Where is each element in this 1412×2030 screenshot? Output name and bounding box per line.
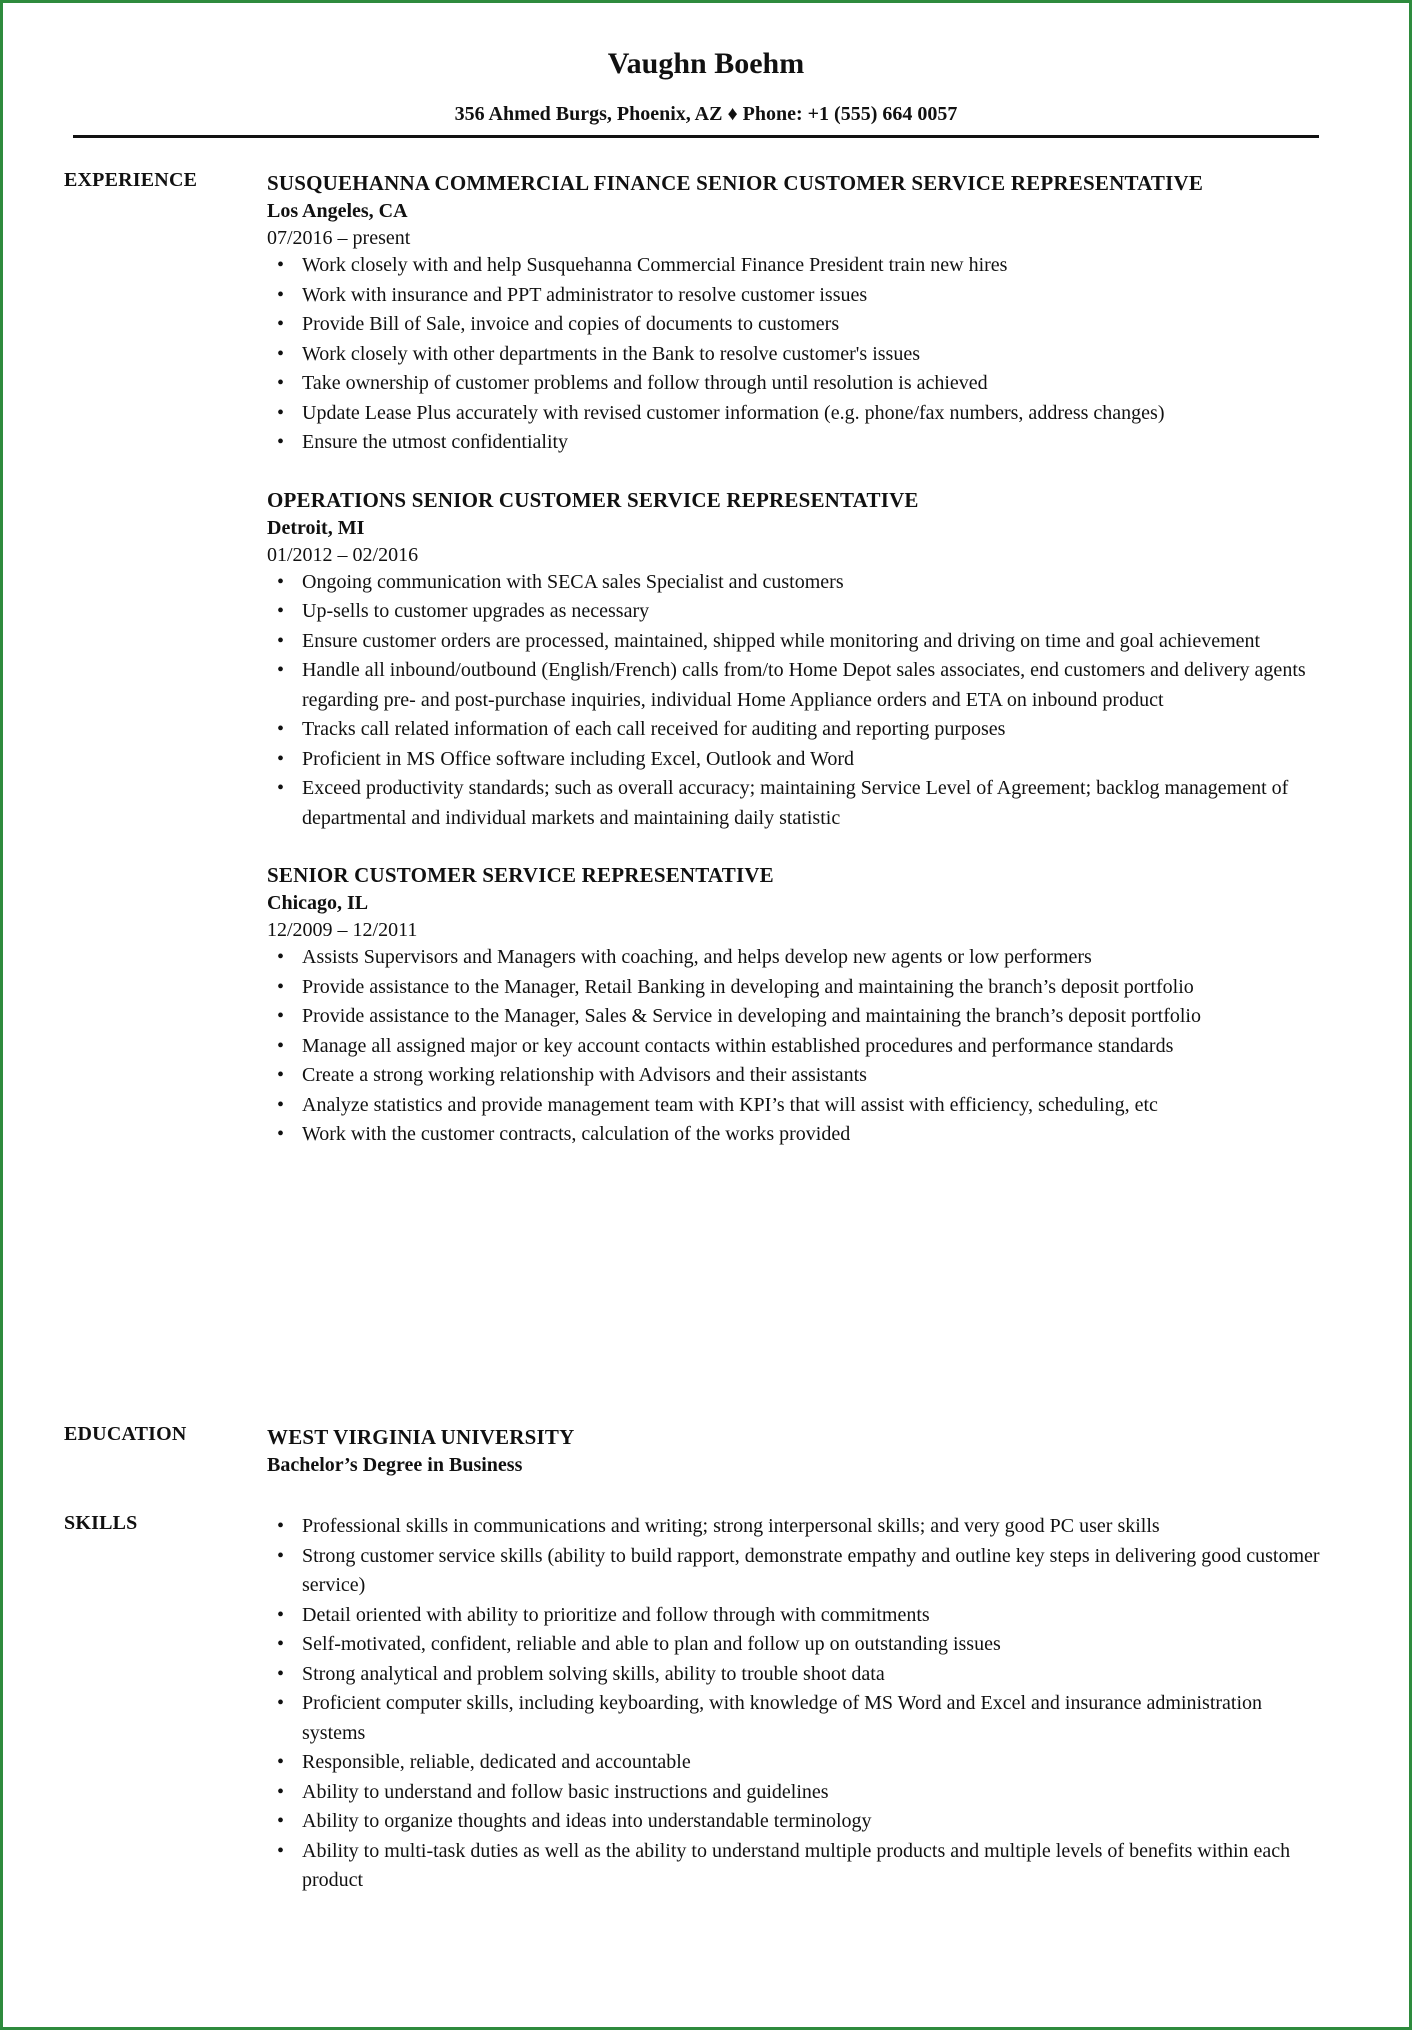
- education-school: WEST VIRGINIA UNIVERSITY: [267, 1425, 575, 1449]
- job-bullets: [267, 251, 1327, 458]
- bullet-item: • Responsible, reliable, dedicated and accountable: [267, 1748, 1327, 1778]
- experience-body: [267, 169, 1327, 1178]
- bullet-item: • Work with the customer contracts, calculation of the works provided: [267, 1120, 1327, 1150]
- job-entry: [267, 169, 1327, 458]
- bullet-item: • Strong customer service skills (ability to build rapport, demonstrate empathy and outline key steps in delivering good customer service): [267, 1542, 1327, 1601]
- bullet-item: • Take ownership of customer problems and follow through until resolution is achieved: [267, 369, 1327, 399]
- contact-line: 356 Ahmed Burgs, Phoenix, AZ ♦ Phone: +1 (555) 664 0057: [454, 103, 958, 125]
- bullet-item: • Create a strong working relationship with Advisors and their assistants: [267, 1061, 1327, 1091]
- job-title: SUSQUEHANNA COMMERCIAL FINANCE SENIOR CUSTOMER SERVICE REPRESENTATIVE: [267, 171, 1204, 195]
- bullet-item: • Analyze statistics and provide management team with KPI’s that will assist with efficiency, scheduling, etc: [267, 1091, 1327, 1121]
- education-degree: Bachelor’s Degree in Business: [267, 1454, 523, 1476]
- bullet-item: • Proficient in MS Office software including Excel, Outlook and Word: [267, 745, 1327, 775]
- bullet-item: • Manage all assigned major or key account contacts within established procedures and performance standards: [267, 1032, 1327, 1062]
- bullet-item: • Tracks call related information of each call received for auditing and reporting purposes: [267, 715, 1327, 745]
- bullet-item: • Exceed productivity standards; such as overall accuracy; maintaining Service Level of Agreement; backlog management of departmental and individual markets and maintaining daily statistic: [267, 774, 1327, 833]
- header-divider: [73, 135, 1319, 138]
- bullet-item: • Ability to understand and follow basic instructions and guidelines: [267, 1778, 1327, 1808]
- bullet-item: • Strong analytical and problem solving skills, ability to trouble shoot data: [267, 1660, 1327, 1690]
- bullet-item: • Self-motivated, confident, reliable and able to plan and follow up on outstanding issues: [267, 1630, 1327, 1660]
- job-bullets: [267, 943, 1327, 1150]
- job-entry: [267, 486, 1327, 834]
- bullet-item: • Detail oriented with ability to prioritize and follow through with commitments: [267, 1601, 1327, 1631]
- education-body: [267, 1423, 1327, 1479]
- job-location: Detroit, MI: [267, 516, 365, 539]
- skills-bullets: [267, 1512, 1327, 1896]
- job-dates: 12/2009 – 12/2011: [267, 919, 418, 941]
- job-location: Chicago, IL: [267, 892, 369, 914]
- bullet-item: • Ensure the utmost confidentiality: [267, 428, 1327, 458]
- bullet-item: • Ability to multi-task duties as well as the ability to understand multiple products and multiple levels of benefits within each product: [267, 1837, 1327, 1896]
- bullet-item: • Assists Supervisors and Managers with coaching, and helps develop new agents or low performers: [267, 943, 1327, 973]
- job-location: Los Angeles, CA: [267, 200, 408, 222]
- skills-label: SKILLS: [64, 1512, 138, 1534]
- bullet-item: • Ability to organize thoughts and ideas into understandable terminology: [267, 1807, 1327, 1837]
- job-title: OPERATIONS SENIOR CUSTOMER SERVICE REPRESENTATIVE: [267, 487, 919, 512]
- bullet-item: • Provide Bill of Sale, invoice and copies of documents to customers: [267, 310, 1327, 340]
- skills-body: [267, 1512, 1327, 1896]
- job-dates: 01/2012 – 02/2016: [267, 543, 419, 566]
- bullet-item: • Ensure customer orders are processed, maintained, shipped while monitoring and driving on time and goal achievement: [267, 627, 1327, 657]
- job-title: SENIOR CUSTOMER SERVICE REPRESENTATIVE: [267, 863, 774, 887]
- resume-name: Vaughn Boehm: [607, 47, 805, 80]
- job-bullets: [267, 568, 1327, 834]
- education-label: EDUCATION: [64, 1423, 187, 1445]
- job-dates: 07/2016 – present: [267, 227, 411, 249]
- bullet-item: • Provide assistance to the Manager, Retail Banking in developing and maintaining the branch’s deposit portfolio: [267, 973, 1327, 1003]
- bullet-item: • Work with insurance and PPT administrator to resolve customer issues: [267, 281, 1327, 311]
- bullet-item: • Up-sells to customer upgrades as necessary: [267, 597, 1327, 627]
- bullet-item: • Handle all inbound/outbound (English/French) calls from/to Home Depot sales associates, end customers and delivery agents regarding pre- and post-purchase inquiries, individual Home Appliance orders and ETA on inbound product: [267, 656, 1327, 715]
- bullet-item: • Work closely with other departments in the Bank to resolve customer's issues: [267, 340, 1327, 370]
- bullet-item: • Ongoing communication with SECA sales Specialist and customers: [267, 568, 1327, 598]
- bullet-item: • Professional skills in communications and writing; strong interpersonal skills; and very good PC user skills: [267, 1512, 1327, 1542]
- bullet-item: • Work closely with and help Susquehanna Commercial Finance President train new hires: [267, 251, 1327, 281]
- bullet-item: • Provide assistance to the Manager, Sales & Service in developing and maintaining the branch’s deposit portfolio: [267, 1002, 1327, 1032]
- experience-label: EXPERIENCE: [64, 169, 198, 191]
- bullet-item: • Update Lease Plus accurately with revised customer information (e.g. phone/fax numbers, address changes): [267, 399, 1327, 429]
- job-entry: [267, 861, 1327, 1150]
- bullet-item: • Proficient computer skills, including keyboarding, with knowledge of MS Word and Excel and insurance administration systems: [267, 1689, 1327, 1748]
